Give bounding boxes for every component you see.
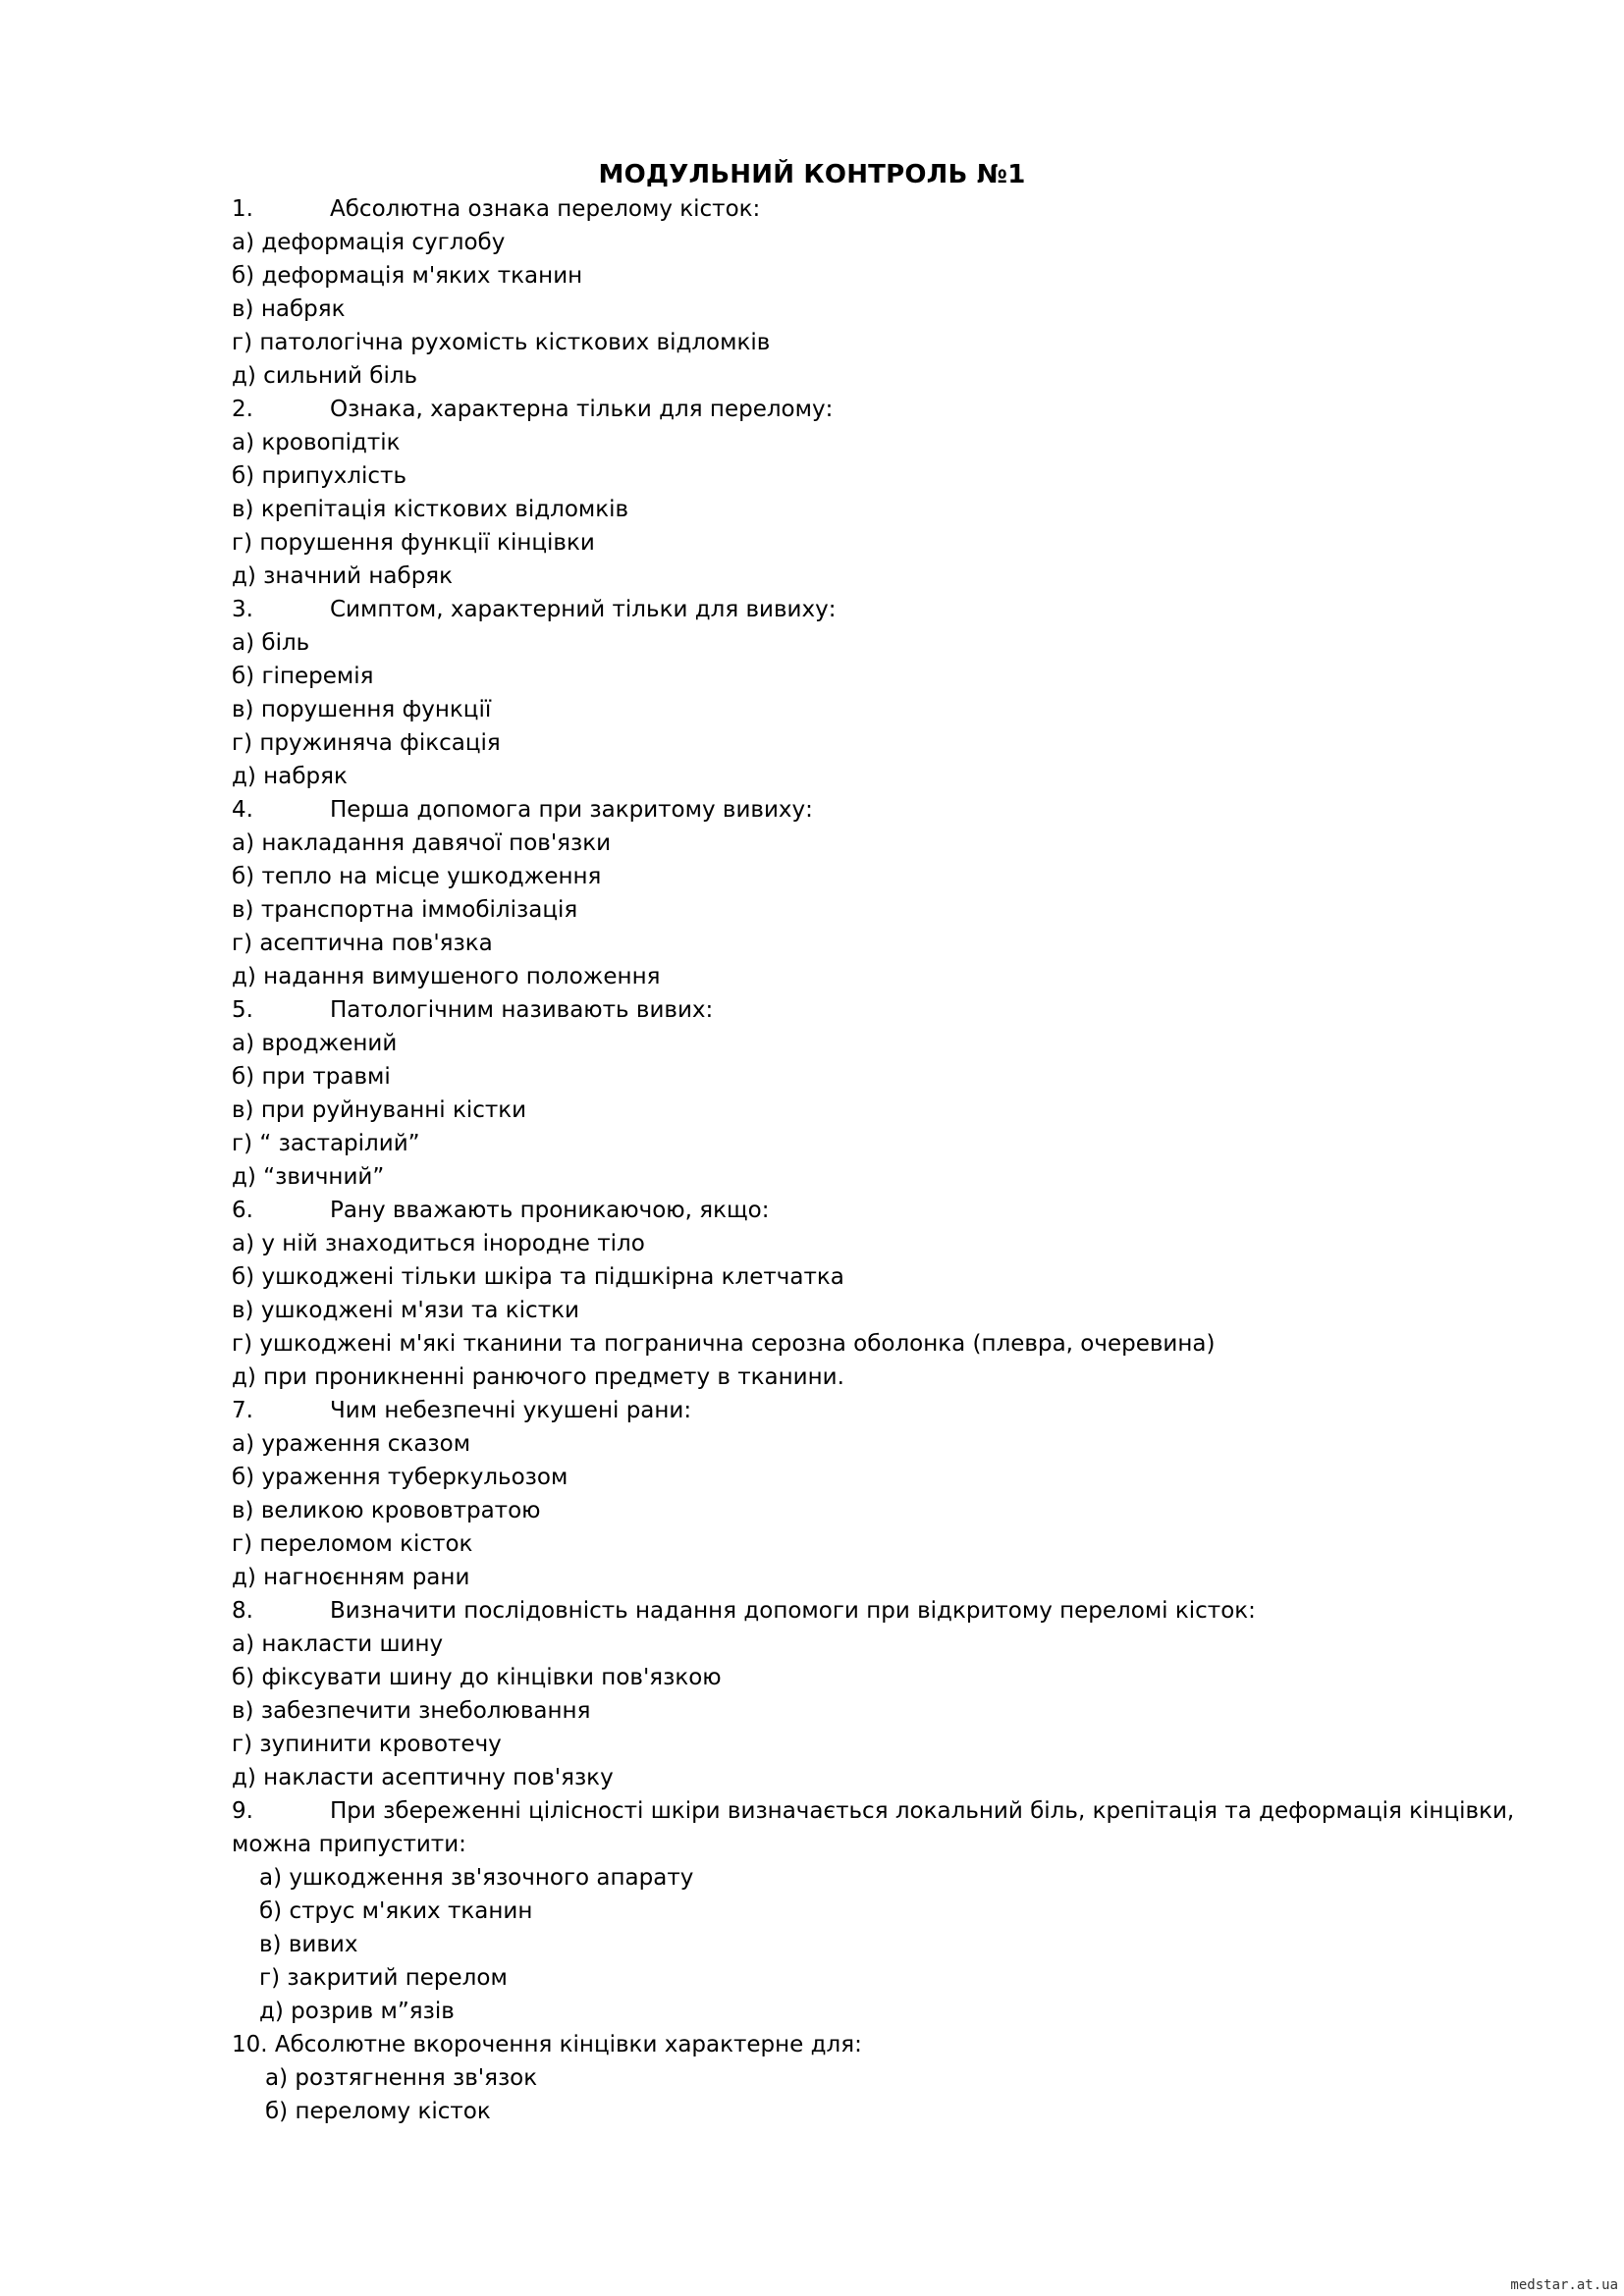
answer-option: д) накласти асептичну пов'язку [232,1765,614,1790]
answer-option: в) ушкоджені м'язи та кістки [232,1298,579,1323]
question-text: Патологічним називають вивих: [330,997,714,1023]
question-text: Рану вважають проникаючою, якщо: [330,1198,770,1223]
question-3 [232,593,1528,626]
answer-option: д) нагноєнням рани [232,1565,470,1590]
answer-option: в) набряк [232,296,346,322]
answer-option: а) біль [232,630,310,656]
answer-option: в) порушення функції [232,697,492,722]
answer-option: в) крепітація кісткових відломків [232,497,629,522]
answer-option: б) струс м'яких тканин [259,1898,533,1924]
answer-option: в) великою крововтратою [232,1498,541,1523]
answer-option: б) деформація м'яких тканин [232,263,583,289]
question-continuation: можна припустити: [232,1832,466,1857]
question-4 [232,793,1528,827]
answer-option: а) деформація суглобу [232,230,506,255]
question-text: При збереженні цілісності шкіри визначається локальний біль, крепітація та деформація кінцівки, [330,1798,1515,1824]
answer-option: д) надання вимушеного положення [232,964,661,989]
question-2 [232,393,1528,426]
answer-option: д) при проникненні ранючого предмету в тканини. [232,1364,844,1390]
question-number: 2. [232,397,253,422]
question-text: Абсолютне вкорочення кінцівки характерне для: [274,2032,862,2057]
answer-option: в) транспортна іммобілізація [232,897,578,923]
question-number: 4. [232,797,253,823]
answer-option: б) при травмі [232,1064,391,1090]
answer-option: д) набряк [232,764,348,789]
answer-option: г) асептична пов'язка [232,931,493,956]
answer-option: а) накладання давячої пов'язки [232,830,612,856]
answer-option: б) фіксувати шину до кінцівки пов'язкою [232,1665,722,1690]
answer-option: а) ураження сказом [232,1431,471,1457]
answer-option: в) при руйнуванні кістки [232,1097,527,1123]
question-1 [232,192,1528,226]
answer-option: б) припухлість [232,463,407,489]
answer-option: д) сильний біль [232,363,418,389]
question-text: Визначити послідовність надання допомоги при відкритому переломі кісток: [330,1598,1256,1624]
answer-option: г) пружиняча фіксація [232,730,501,756]
answer-option: д) “звичний” [232,1164,385,1190]
question-text: Чим небезпечні укушені рани: [330,1398,692,1423]
answer-option: а) вроджений [232,1031,398,1056]
answer-option: а) ушкодження зв'язочного апарату [259,1865,694,1891]
answer-option: г) патологічна рухомість кісткових відломків [232,330,771,355]
question-text: Ознака, характерна тільки для перелому: [330,397,834,422]
question-number: 5. [232,997,253,1023]
question-text: Перша допомога при закритому вивиху: [330,797,813,823]
answer-option: а) у ній знаходиться інородне тіло [232,1231,645,1256]
question-text: Абсолютна ознака перелому кісток: [330,196,761,222]
answer-option: г) “ застарілий” [232,1131,420,1156]
answer-option: д) розрив м”язів [259,1999,455,2024]
answer-option: г) порушення функції кінцівки [232,530,595,556]
question-10 [232,2028,1528,2061]
answer-option: б) ураження туберкульозом [232,1465,568,1490]
watermark: medstar.at.ua [1510,2277,1618,2293]
question-number: 1. [232,196,253,222]
answer-option: г) зупинити кровотечу [232,1732,502,1757]
question-8 [232,1594,1528,1628]
question-5 [232,993,1528,1027]
answer-option: в) вивих [259,1932,358,1957]
question-7 [232,1394,1528,1427]
question-number: 7. [232,1398,253,1423]
question-number: 9. [232,1798,253,1824]
answer-option: г) ушкоджені м'які тканини та погранична серозна оболонка (плевра, очеревина) [232,1331,1216,1357]
question-text: Симптом, характерний тільки для вивиху: [330,597,837,622]
question-number: 6. [232,1198,253,1223]
page-title: МОДУЛЬНИЙ КОНТРОЛЬ №1 [598,160,1026,189]
test-body [232,192,1528,2128]
question-number: 3. [232,597,253,622]
answer-option: а) розтягнення зв'язок [265,2065,538,2091]
answer-option: б) перелому кісток [265,2099,491,2124]
question-number: 8. [232,1598,253,1624]
answer-option: а) накласти шину [232,1631,444,1657]
answer-option: д) значний набряк [232,563,454,589]
question-6 [232,1194,1528,1227]
question-number: 10. [232,2032,268,2057]
answer-option: а) кровопідтік [232,430,401,455]
question-9 [232,1794,1528,1828]
answer-option: г) закритий перелом [259,1965,508,1991]
answer-option: в) забезпечити знеболювання [232,1698,591,1724]
answer-option: б) тепло на місце ушкодження [232,864,602,889]
answer-option: б) гіперемія [232,664,374,689]
answer-option: г) переломом кісток [232,1531,473,1557]
answer-option: б) ушкоджені тільки шкіра та підшкірна клетчатка [232,1264,844,1290]
